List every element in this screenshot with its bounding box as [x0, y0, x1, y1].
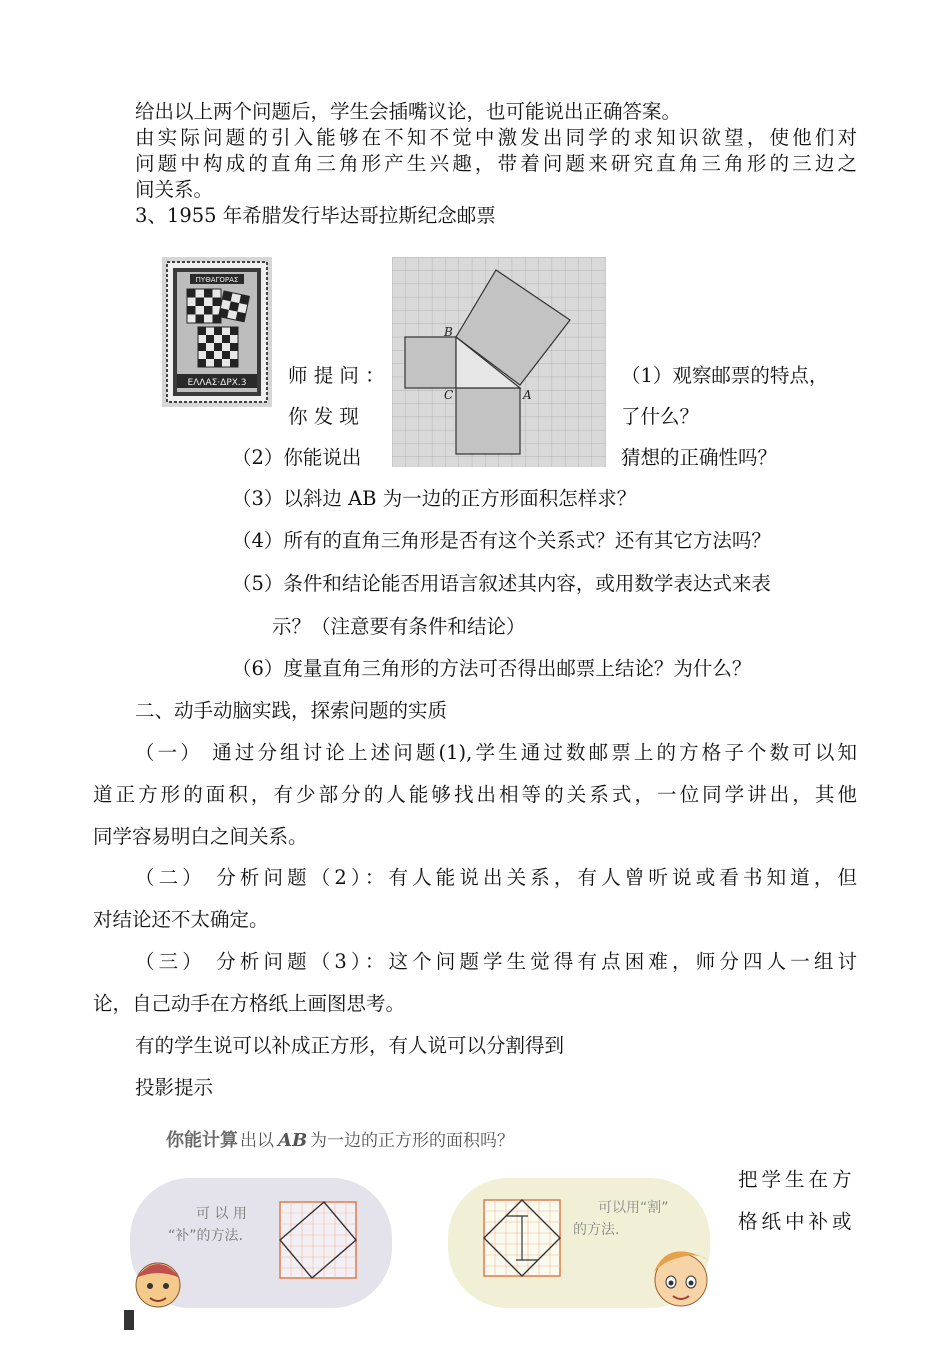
section-2-item-2-line-2: 对结论还不太确定。: [93, 908, 269, 931]
bubble-1-line-1: 可 以 用: [196, 1206, 247, 1222]
section-2-item-3-line-1: （三） 分析问题（3）：这个问题学生觉得有点困难，师分四人一组讨: [135, 950, 857, 973]
stamp-bottom-text: ΕΛΛΑΣ·ΔΡΧ.3: [187, 378, 247, 388]
section-2-paragraph-5: 投影提示: [135, 1076, 214, 1099]
question-2-right: 猜想的正确性吗？: [621, 446, 778, 469]
paragraph-2-line-2: 问题中构成的直角三角形产生兴趣，带着问题来研究直角三角形的三边之: [135, 152, 857, 175]
bubble-2-square-figure: [484, 1200, 560, 1276]
side-note-line-2: 格纸中补或: [738, 1210, 856, 1233]
projection-title-part-2: 为一边的正方形的面积吗？: [310, 1131, 514, 1151]
paragraph-2-line-1: 由实际问题的引入能够在不知不觉中激发出同学的求知识欲望，使他们对: [135, 126, 857, 149]
teacher-question-right-1: （1）观察邮票的特点，: [621, 364, 829, 387]
bubble-1-square-figure: [280, 1202, 356, 1278]
question-2-left: （2）你能说出: [232, 446, 362, 469]
stamp-top-text: ΠΥΘΑΓΟΡΑΣ: [195, 276, 239, 284]
projection-title-ab: AB: [278, 1130, 308, 1151]
paragraph-3: 3、1955 年希腊发行毕达哥拉斯纪念邮票: [135, 204, 496, 227]
section-2-item-1-line-1: （一） 通过分组讨论上述问题(1),学生通过数邮票上的方格子个数可以知: [135, 741, 857, 764]
bubble-2-line-1: 可以用“割”: [598, 1200, 669, 1216]
label-c: C: [444, 388, 454, 402]
pythagoras-grid-diagram: [392, 257, 606, 467]
teacher-question-right-2: 了什么？: [621, 405, 700, 428]
projection-hint-image: [118, 1120, 723, 1344]
label-a: A: [523, 388, 532, 402]
question-5-line-2: 示？（注意要有条件和结论）: [272, 615, 526, 638]
question-6: （6）度量直角三角形的方法可否得出邮票上结论？为什么？: [232, 657, 752, 680]
side-note-line-1: 把学生在方: [738, 1168, 856, 1191]
pythagoras-stamp-image: [162, 257, 272, 407]
projection-title-bold: 你能计算: [166, 1130, 238, 1151]
projection-title-part-1: 出以: [240, 1131, 274, 1151]
teacher-question-left-1: 师 提 问 ：: [288, 364, 385, 387]
section-2-paragraph-4: 有的学生说可以补成正方形，有人说可以分割得到: [135, 1034, 565, 1057]
section-2-item-3-line-2: 论，自己动手在方格纸上画图思考。: [93, 992, 406, 1015]
question-5-line-1: （5）条件和结论能否用语言叙述其内容，或用数学表达式来表: [232, 572, 771, 595]
boy-cartoon-icon: [124, 1263, 180, 1330]
paragraph-1: 给出以上两个问题后，学生会插嘴议论，也可能说出正确答案。: [135, 100, 682, 123]
question-4: （4）所有的直角三角形是否有这个关系式？还有其它方法吗？: [232, 529, 771, 552]
section-2-item-1-line-2: 道正方形的面积，有少部分的人能够找出相等的关系式，一位同学讲出，其他: [93, 783, 857, 806]
label-b: B: [444, 325, 453, 339]
section-2-heading: 二、动手动脑实践，探索问题的实质: [135, 699, 448, 722]
paragraph-2-line-3: 间关系。: [135, 178, 214, 201]
section-2-item-2-line-1: （二） 分析问题（2）：有人能说出关系，有人曾听说或看书知道，但: [135, 866, 857, 889]
question-3: （3）以斜边 AB 为一边的正方形面积怎样求？: [232, 487, 637, 510]
section-2-item-1-line-3: 同学容易明白之间关系。: [93, 825, 308, 848]
teacher-question-left-2: 你 发 现: [288, 405, 359, 428]
bubble-2-line-2: 的方法.: [573, 1222, 620, 1238]
bubble-1-line-2: “补”的方法.: [168, 1228, 243, 1244]
